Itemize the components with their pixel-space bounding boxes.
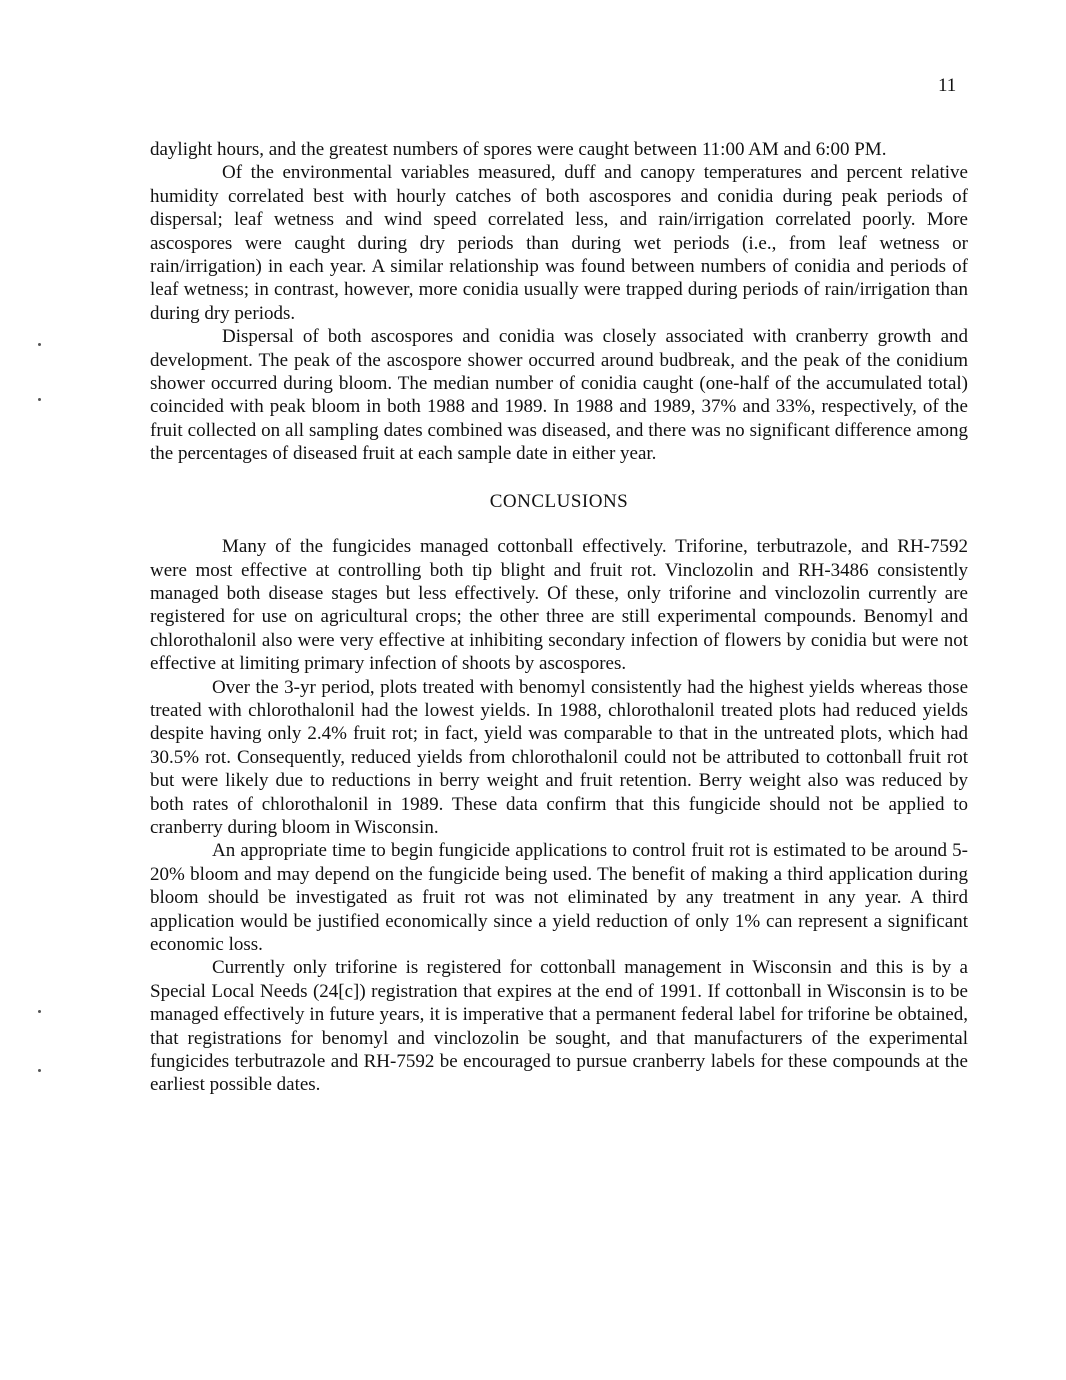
conclusions-paragraph-4: Currently only triforine is registered for cottonball management in Wisconsin and this is by a Special Local Needs (24[c]) registration that expires at the end of 1991. If cottonball in Wisconsin is to be managed effectively in future years, it is imperative that a permanent federal label for triforine be obtained, that registrations for benomyl and vinclozolin be sought, and that manufacturers of the experimental fungicides terbutrazole and RH-7592 be encouraged to pursue cranberry labels for these compounds at the earliest possible dates. — [150, 957, 968, 1096]
scan-speck — [38, 343, 41, 346]
conclusions-paragraph-1: Many of the fungicides managed cottonball effectively. Triforine, terbutrazole, and RH-7592 were most effective at controlling both tip blight and fruit rot. Vinclozolin and RH-3486 consistently managed both disease stages but less effectively. Of these, only triforine and vinclozolin currently are registered for use on agricultural crops; the other three are still experimental compounds. Benomyl and chlorothalonil also were very effective at inhibiting secondary infection of flowers by conidia but were not effective at limiting primary infection of shoots by ascospores. — [150, 536, 968, 675]
results-paragraph-3: Dispersal of both ascospores and conidia was closely associated with cranberry growth and development. The peak of the ascospore shower occurred around budbreak, and the peak of the conidium shower occurred during bloom. The median number of conidia caught (one-half of the accumulated total) coincided with peak bloom in both 1988 and 1989. In 1988 and 1989, 37% and 33%, respectively, of the fruit collected on all sampling dates combined was diseased, and there was no significant difference among the percentages of diseased fruit at each sample date in either year. — [150, 326, 968, 465]
page-number: 11 — [938, 75, 957, 96]
scan-speck — [38, 398, 41, 401]
document-body — [150, 138, 968, 1097]
scan-speck — [38, 1010, 41, 1013]
section-heading-conclusions: CONCLUSIONS — [489, 490, 629, 512]
results-paragraph-2: Of the environmental variables measured, duff and canopy temperatures and percent relative humidity correlated best with hourly catches of both ascospores and conidia during peak periods of dispersal; leaf wetness and wind speed correlated less, and rain/irrigation correlated poorly. More ascospores were caught during dry periods than during wet periods (i.e., from leaf wetness or rain/irrigation) in each year. A similar relationship was found between numbers of conidia and periods of leaf wetness; in contrast, however, more conidia usually were trapped during periods of rain/irrigation than during dry periods. — [150, 162, 968, 324]
results-paragraph-1: daylight hours, and the greatest numbers of spores were caught between 11:00 AM and 6:00 PM. — [150, 139, 887, 160]
scan-speck — [38, 1069, 41, 1072]
conclusions-paragraph-3: An appropriate time to begin fungicide applications to control fruit rot is estimated to be around 5-20% bloom and may depend on the fungicide being used. The benefit of making a third application during bloom should be investigated as fruit rot was not eliminated by any treatment in any year. A third application would be justified economically since a yield reduction of only 1% can represent a significant economic loss. — [150, 840, 968, 955]
conclusions-paragraph-2: Over the 3-yr period, plots treated with benomyl consistently had the highest yields whereas those treated with chlorothalonil had the lowest yields. In 1988, chlorothalonil treated plots had reduced yields despite having only 2.4% fruit rot; in fact, yield was comparable to that in the untreated plots, which had 30.5% rot. Consequently, reduced yields from chlorothalonil could not be attributed to cottonball fruit rot but were likely due to reductions in berry weight and fruit retention. Berry weight also was reduced by both rates of chlorothalonil in 1989. These data confirm that this fungicide should not be applied to cranberry during bloom in Wisconsin. — [150, 676, 968, 838]
